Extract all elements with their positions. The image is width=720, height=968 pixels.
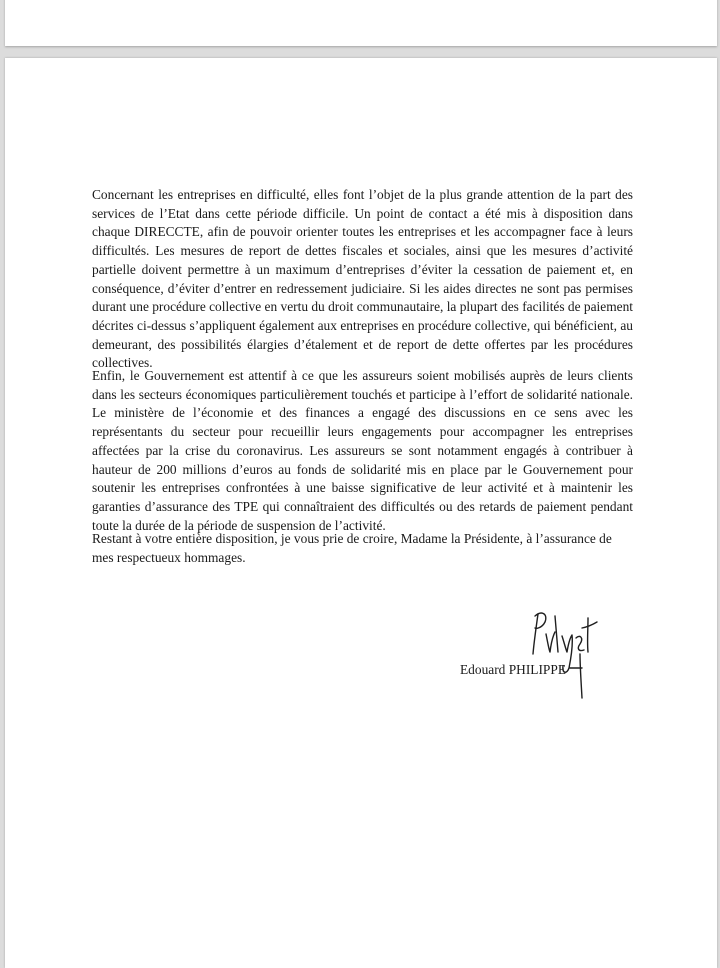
- paragraph-closing: Restant à votre entière disposition, je vous prie de croire, Madame la Présidente, à l’assurance de mes respectueux hommages.: [92, 531, 612, 565]
- signatory-name: Edouard PHILIPPE: [460, 662, 567, 677]
- paragraph-insurers: Enfin, le Gouvernement est attentif à ce que les assureurs soient mobilisés auprès de leurs clients dans les secteurs économiques particulièrement touchés et participe à l’effort de solidarité nationale. Le ministère de l’économie et des finances a engagé des discussions en ce sens avec les représentants du secteur pour recueillir leurs engagements pour accompagner les entreprises affectées par la crise du coronavirus. Les assureurs se sont notamment engagés à contribuer à hauteur de 200 millions d’euros au fonds de solidarité mis en place par le Gouvernement pour soutenir les entreprises confrontées à une baisse significative de leur activité et à maintenir les garanties d’assurance des TPE qui connaîtraient des difficultés ou des retards de paiement pendant toute la durée de la période de suspension de l’activité.: [92, 368, 633, 533]
- previous-page-edge: [5, 0, 717, 46]
- document-page: [5, 58, 717, 968]
- signature-block: [450, 608, 650, 708]
- handwritten-signature: [520, 608, 610, 703]
- paragraph-enterprises-difficulty: Concernant les entreprises en difficulté, elles font l’objet de la plus grande attention de la part des services de l’Etat dans cette période difficile. Un point de contact a été mis à disposition dans chaque DIRECCTE, afin de pouvoir orienter toutes les entreprises et les accompagner face à leurs difficultés. Les mesures de report de dettes fiscales et sociales, ainsi que les mesures d’activité partielle doivent permettre à un maximum d’entreprises d’éviter la cessation de paiement et, en conséquence, d’éviter d’entrer en redressement judiciaire. Si les aides directes ne sont pas permises durant une procédure collective en vertu du droit communautaire, la plupart des facilités de paiement décrites ci-dessus s’appliquent également aux entreprises en procédure collective, qui bénéficient, au demeurant, des possibilités élargies d’étalement et de report de dette offertes par les procédures collectives.: [92, 187, 633, 371]
